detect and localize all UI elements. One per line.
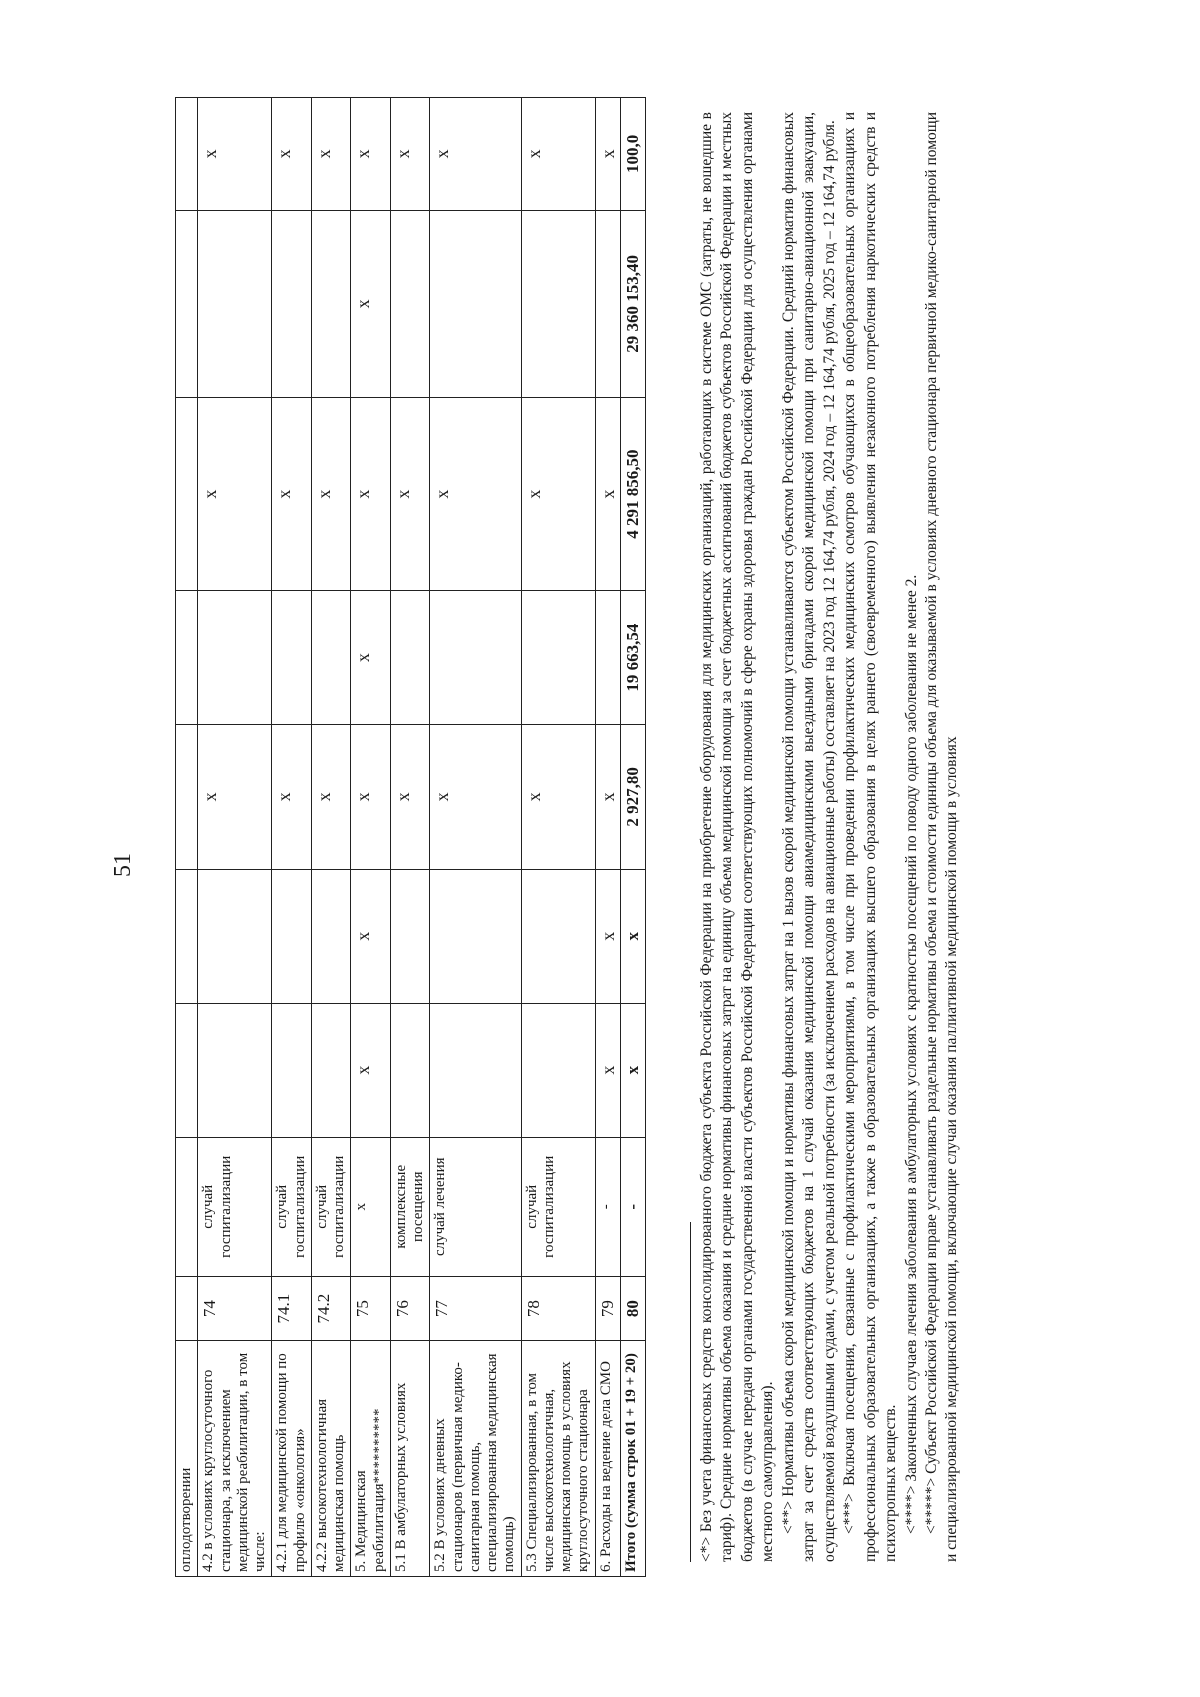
cell-col-7 bbox=[311, 591, 351, 725]
cell-col-8: х bbox=[351, 398, 391, 591]
footnote-4: <****> Законченных случаев лечения заболевания в амбулаторных условиях с кратностью посещений по поводу одного заболевания не менее 2. bbox=[902, 574, 920, 1534]
footnote-separator bbox=[690, 1222, 691, 1562]
cell-col-9 bbox=[272, 210, 312, 398]
cell-col-4 bbox=[176, 1003, 198, 1137]
cell-col-7 bbox=[595, 591, 621, 725]
page-number: 51 bbox=[110, 853, 136, 877]
unit-of-measure: случай госпитализации bbox=[311, 1137, 351, 1276]
cell-col-4 bbox=[521, 1003, 595, 1137]
table-row bbox=[311, 98, 351, 1577]
cell-col-5 bbox=[521, 869, 595, 1003]
cell-col-10: 100,0 bbox=[621, 98, 646, 211]
cell-col-6: х bbox=[430, 725, 521, 870]
row-number: 80 bbox=[621, 1276, 646, 1340]
cell-col-7 bbox=[272, 591, 312, 725]
cell-col-8: х bbox=[390, 398, 430, 591]
cell-col-7 bbox=[198, 591, 272, 725]
cell-col-7 bbox=[390, 591, 430, 725]
cell-col-5 bbox=[198, 869, 272, 1003]
cell-col-8: х bbox=[430, 398, 521, 591]
unit-of-measure: случай госпитализации bbox=[272, 1137, 312, 1276]
cell-col-7 bbox=[521, 591, 595, 725]
cell-col-8: х bbox=[272, 398, 312, 591]
cell-col-6: х bbox=[390, 725, 430, 870]
table-row bbox=[390, 98, 430, 1577]
cell-col-9 bbox=[595, 210, 621, 398]
row-name: 5.3 Специализированная, в том числе высокотехнологичная, медицинская помощь в условиях круглосуточного стационара bbox=[521, 1341, 595, 1577]
unit-of-measure: случай лечения bbox=[430, 1137, 521, 1276]
row-number: 74 bbox=[198, 1276, 272, 1340]
cell-col-10: х bbox=[351, 98, 391, 211]
cell-col-9: х bbox=[351, 210, 391, 398]
cell-col-9 bbox=[521, 210, 595, 398]
cell-col-4 bbox=[198, 1003, 272, 1137]
table-row bbox=[351, 98, 391, 1577]
footnote-1: <*> Без учета финансовых средств консолидированного бюджета субъекта Российской Федерации на приобретение оборудования для медицинских организаций, работающих в системе ОМС (затраты, не вошедшие в тариф). Средние нормативы объема оказания и средние нормативы финансовых затрат на единицу объема медицинской помощи за счет бюджетных ассигнований бюджетов субъектов Российской Федерации и местных бюджетов (в случае передачи органами государственной власти субъектов Российской Федерации соответствующих полномочий в сфере охраны здоровья граждан Российской Федерации для осуществления органами местного самоуправления). bbox=[698, 112, 777, 1562]
footnote-3: <***> Включая посещения, связанные с профилактическими мероприятиями, в том числе при проведении профилактических медицинских осмотров обучающихся в общеобразовательных организациях и профессиональных образовательных организациях, а также в образовательных организациях высшего образования в целях раннего (своевременного) выявления незаконного потребления наркотических средств и психотропных веществ. bbox=[841, 112, 900, 1562]
row-name: 6. Расходы на ведение дела СМО bbox=[595, 1341, 621, 1577]
row-number: 77 bbox=[430, 1276, 521, 1340]
cell-col-4 bbox=[272, 1003, 312, 1137]
cell-col-5 bbox=[176, 869, 198, 1003]
unit-of-measure: - bbox=[621, 1137, 646, 1276]
cell-col-5: х bbox=[351, 869, 391, 1003]
row-name: Итого (сумма строк 01 + 19 + 20) bbox=[621, 1341, 646, 1577]
row-name: 4.2 в условиях круглосуточного стационара, за исключением медицинской реабилитации, в том числе: bbox=[198, 1341, 272, 1577]
cell-col-4 bbox=[311, 1003, 351, 1137]
cell-col-6: 2 927,80 bbox=[621, 725, 646, 870]
cell-col-9: 29 360 153,40 bbox=[621, 210, 646, 398]
cell-col-8 bbox=[176, 398, 198, 591]
cell-col-10 bbox=[176, 98, 198, 211]
cell-col-9 bbox=[176, 210, 198, 398]
cell-col-5: х bbox=[621, 869, 646, 1003]
cell-col-6: х bbox=[311, 725, 351, 870]
row-number bbox=[176, 1276, 198, 1340]
cell-col-6: х bbox=[198, 725, 272, 870]
unit-of-measure: комплексные посещения bbox=[390, 1137, 430, 1276]
normatives-table bbox=[175, 97, 646, 1577]
cell-col-5 bbox=[311, 869, 351, 1003]
cell-col-6: х bbox=[521, 725, 595, 870]
cell-col-10: х bbox=[430, 98, 521, 211]
cell-col-8: 4 291 856,50 bbox=[621, 398, 646, 591]
unit-of-measure bbox=[176, 1137, 198, 1276]
cell-col-5 bbox=[272, 869, 312, 1003]
row-name: 4.2.2 высокотехнологичная медицинская помощь bbox=[311, 1341, 351, 1577]
cell-col-6: х bbox=[272, 725, 312, 870]
cell-col-10: х bbox=[390, 98, 430, 211]
unit-of-measure: - bbox=[595, 1137, 621, 1276]
row-name: 5.2 В условиях дневных стационаров (первичная медико-санитарная помощь, специализированная медицинская помощь) bbox=[430, 1341, 521, 1577]
row-number: 74.2 bbox=[311, 1276, 351, 1340]
table-row bbox=[595, 98, 621, 1577]
cell-col-7: 19 663,54 bbox=[621, 591, 646, 725]
row-name: оплодотворении bbox=[176, 1341, 198, 1577]
table-total-row bbox=[621, 98, 646, 1577]
unit-of-measure: случай госпитализации bbox=[521, 1137, 595, 1276]
cell-col-4 bbox=[390, 1003, 430, 1137]
footnote-2: <**> Нормативы объема скорой медицинской помощи и нормативы финансовых затрат на 1 вызов скорой медицинской помощи устанавливаются субъектом Российской Федерации. Средний норматив финансовых затрат за счет средств соответствующих бюджетов на 1 случай оказания медицинской помощи авиамедицинскими выездными бригадами скорой медицинской помощи при санитарно-авиационной эвакуации, осуществляемой воздушными судами, с учетом реальной потребности (за исключением расходов на авиационные работы) составляет на 2023 год 12 164,74 рубля, 2024 год – 12 164,74 рубля, 2025 год – 12 164,74 рубля. bbox=[779, 112, 838, 1562]
cell-col-8: х bbox=[198, 398, 272, 591]
row-number: 76 bbox=[390, 1276, 430, 1340]
cell-col-5 bbox=[390, 869, 430, 1003]
unit-of-measure: случай госпитализации bbox=[198, 1137, 272, 1276]
row-number: 78 bbox=[521, 1276, 595, 1340]
cell-col-9 bbox=[390, 210, 430, 398]
row-name: 4.2.1 для медицинской помощи по профилю «онкология» bbox=[272, 1341, 312, 1577]
table-row bbox=[430, 98, 521, 1577]
row-number: 74.1 bbox=[272, 1276, 312, 1340]
footnotes bbox=[690, 112, 963, 1562]
cell-col-8: х bbox=[521, 398, 595, 591]
cell-col-4: х bbox=[621, 1003, 646, 1137]
cell-col-10: х bbox=[198, 98, 272, 211]
footnote-5: <*****> Субъект Российской Федерации вправе устанавливать раздельные нормативы объема и стоимости единицы объема для оказываемой в условиях дневного стационара первичной медико-санитарной помощи и специализированной медицинской помощи, включающие случаи оказания паллиативной медицинской помощи в условиях bbox=[922, 112, 961, 1562]
cell-col-9 bbox=[311, 210, 351, 398]
cell-col-9 bbox=[198, 210, 272, 398]
cell-col-4 bbox=[430, 1003, 521, 1137]
unit-of-measure: х bbox=[351, 1137, 391, 1276]
cell-col-9 bbox=[430, 210, 521, 398]
row-name: 5. Медицинская реабилитация********** bbox=[351, 1341, 391, 1577]
cell-col-8: х bbox=[595, 398, 621, 591]
table-row bbox=[521, 98, 595, 1577]
cell-col-10: х bbox=[521, 98, 595, 211]
cell-col-5: х bbox=[595, 869, 621, 1003]
cell-col-4: х bbox=[595, 1003, 621, 1137]
cell-col-4: х bbox=[351, 1003, 391, 1137]
cell-col-5 bbox=[430, 869, 521, 1003]
table-row bbox=[272, 98, 312, 1577]
row-number: 79 bbox=[595, 1276, 621, 1340]
cell-col-6 bbox=[176, 725, 198, 870]
cell-col-7 bbox=[176, 591, 198, 725]
row-number: 75 bbox=[351, 1276, 391, 1340]
cell-col-7 bbox=[430, 591, 521, 725]
cell-col-10: х bbox=[311, 98, 351, 211]
cell-col-10: х bbox=[595, 98, 621, 211]
cell-col-6: х bbox=[351, 725, 391, 870]
cell-col-10: х bbox=[272, 98, 312, 211]
cell-col-6: х bbox=[595, 725, 621, 870]
cell-col-7: х bbox=[351, 591, 391, 725]
cell-col-8: х bbox=[311, 398, 351, 591]
table-row bbox=[198, 98, 272, 1577]
table-row bbox=[176, 98, 198, 1577]
row-name: 5.1 В амбулаторных условиях bbox=[390, 1341, 430, 1577]
